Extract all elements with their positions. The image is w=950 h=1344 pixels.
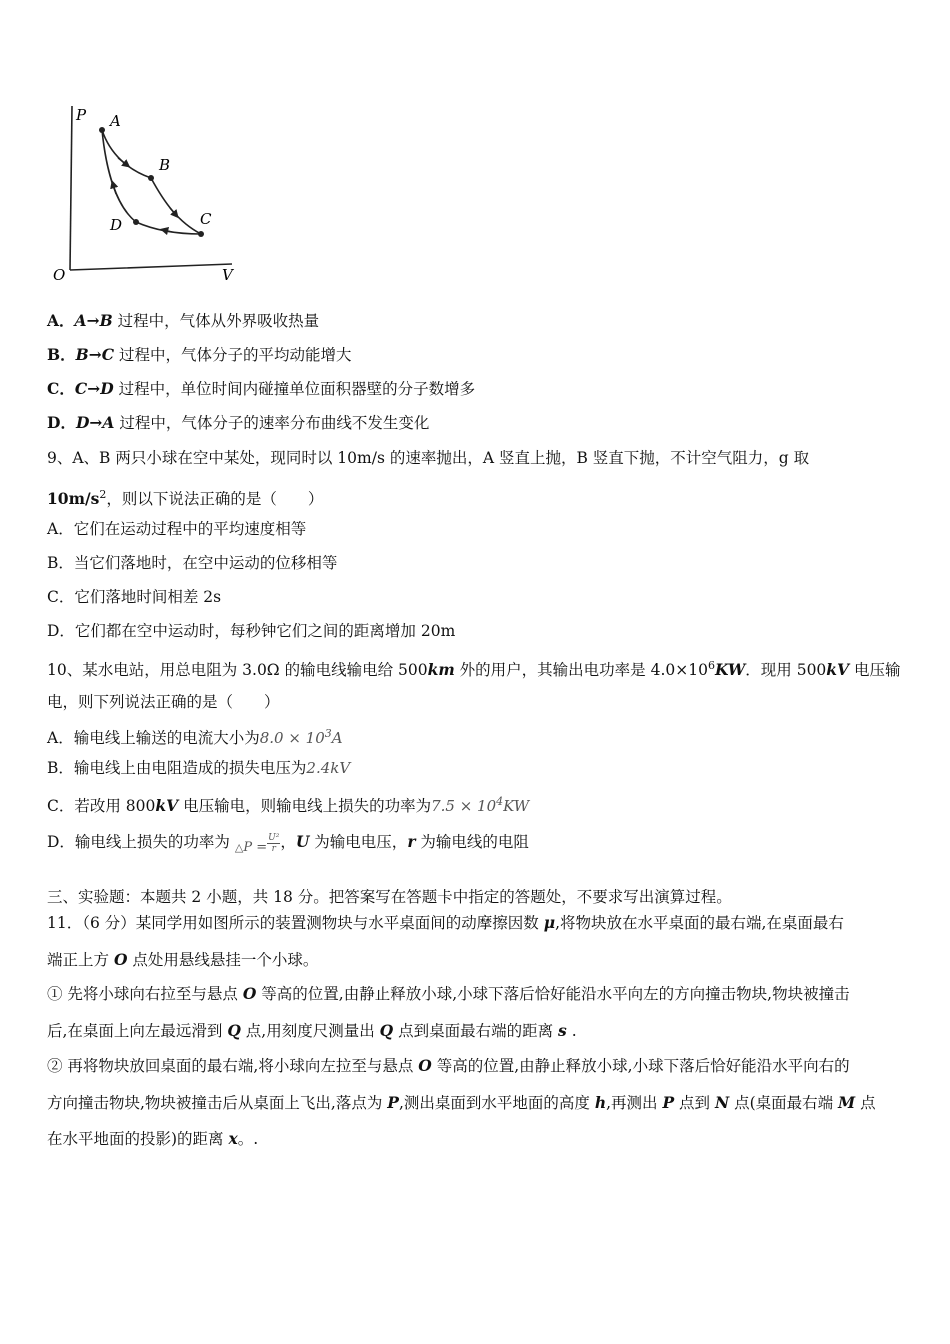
arrow-a-b — [118, 158, 127, 165]
q8-option-a: A．A→B 过程中，气体从外界吸收热量 — [47, 311, 320, 330]
section3-header: 三、实验题：本题共 2 小题，共 18 分。把答案写在答题卡中指定的答题处，不要求写出演算过程。 — [47, 888, 732, 906]
q9-option-d: D．它们都在空中运动时，每秒钟它们之间的距离增加 20m — [47, 622, 456, 640]
formula-fraction: $\frac{\text{U²}}{r}$ — [268, 832, 280, 854]
q11-step2-line1: ② 再将物块放回桌面的最右端,将小球向左拉至与悬点 O 等高的位置,由静止释放小球,小球下落后恰好能沿水平向右的 — [47, 1056, 850, 1075]
point-a — [99, 127, 105, 133]
q11-step2-line2: 方向撞击物块,物块被撞击后从桌面上飞出,落点为 P,测出桌面到水平地面的高度 h,再测出 P 点到 N 点(桌面最右端 M 点 — [47, 1093, 876, 1112]
pv-diagram — [48, 98, 248, 288]
curve-d-a — [102, 130, 136, 222]
point-d — [133, 219, 139, 225]
q9-option-b: B．当它们落地时，在空中运动的位移相等 — [47, 554, 338, 572]
point-b — [148, 175, 154, 181]
q9-option-a: A．它们在运动过程中的平均速度相等 — [47, 520, 307, 538]
q8-option-c: C．C→D 过程中，单位时间内碰撞单位面积器壁的分子数增多 — [47, 379, 476, 398]
q9-stem-line2: $10m/s^2$，则以下说法正确的是（ ） — [47, 488, 324, 509]
q8-option-b: B．B→C 过程中，气体分子的平均动能增大 — [47, 345, 352, 364]
point-c-label: C — [200, 210, 212, 228]
q11-line1: 11．（6 分）某同学用如图所示的装置测物块与水平桌面间的动摩擦因数 μ,将物块放在水平桌面的最右端,在桌面最右 — [47, 913, 844, 932]
point-b-label: B — [159, 156, 171, 174]
point-c — [198, 231, 204, 237]
q9-option-c: C．它们落地时间相差 2s — [47, 588, 222, 606]
v-axis-label: V — [222, 266, 233, 284]
p-axis — [70, 106, 72, 270]
q11-line2: 端正上方 O 点处用悬线悬挂一个小球。 — [47, 950, 319, 969]
q11-step1-line1: ① 先将小球向右拉至与悬点 O 等高的位置,由静止释放小球,小球下落后恰好能沿水平向左的方向撞击物块,物块被撞击 — [47, 984, 850, 1003]
q10-option-a: A．输电线上输送的电流大小为$8.0 \times 10^3A$ — [47, 727, 343, 748]
q8-option-d: D．D→A 过程中，气体分子的速率分布曲线不发生变化 — [47, 413, 430, 432]
origin-label: O — [53, 266, 66, 284]
point-d-label: D — [110, 216, 123, 234]
q9-stem-line1: 9、A、B 两只小球在空中某处，现同时以 10m/s 的速率抛出，A 竖直上抛，B 竖直下抛，不计空气阻力，g 取 — [47, 449, 810, 467]
q11-step2-line3: 在水平地面的投影)的距离 x。. — [47, 1129, 259, 1148]
q11-step1-line2: 后,在桌面上向左最远滑到 Q 点,用刻度尺测量出 Q 点到桌面最右端的距离 s . — [47, 1021, 577, 1040]
v-axis — [70, 264, 232, 270]
point-a-label: A — [110, 112, 121, 130]
q10-stem-line1: 10、某水电站，用总电阻为 3.0Ω 的输电线输电给 500km 外的用户，其输出电功率是 $4.0\times 10^6KW$．现用 500kV 电压输 — [47, 659, 901, 680]
q10-option-d: D．输电线上损失的功率为 $_{\triangle P =}$ $\frac{\text{U²}}{r}$ ，U 为输电电压，r 为输电线的电阻 — [47, 832, 529, 855]
q10-option-c: C．若改用 800kV 电压输电，则输电线上损失的功率为$7.5 \times 10^4KW$ — [47, 795, 530, 816]
p-axis-label: P — [76, 106, 87, 124]
q10-option-b: B．输电线上由电阻造成的损失电压为2.4kV — [47, 759, 351, 777]
arrow-b-c — [170, 208, 176, 215]
arrow-d-a — [113, 184, 116, 194]
curve-b-c — [151, 178, 201, 234]
q10-stem-line2: 电，则下列说法正确的是（ ） — [47, 693, 280, 711]
